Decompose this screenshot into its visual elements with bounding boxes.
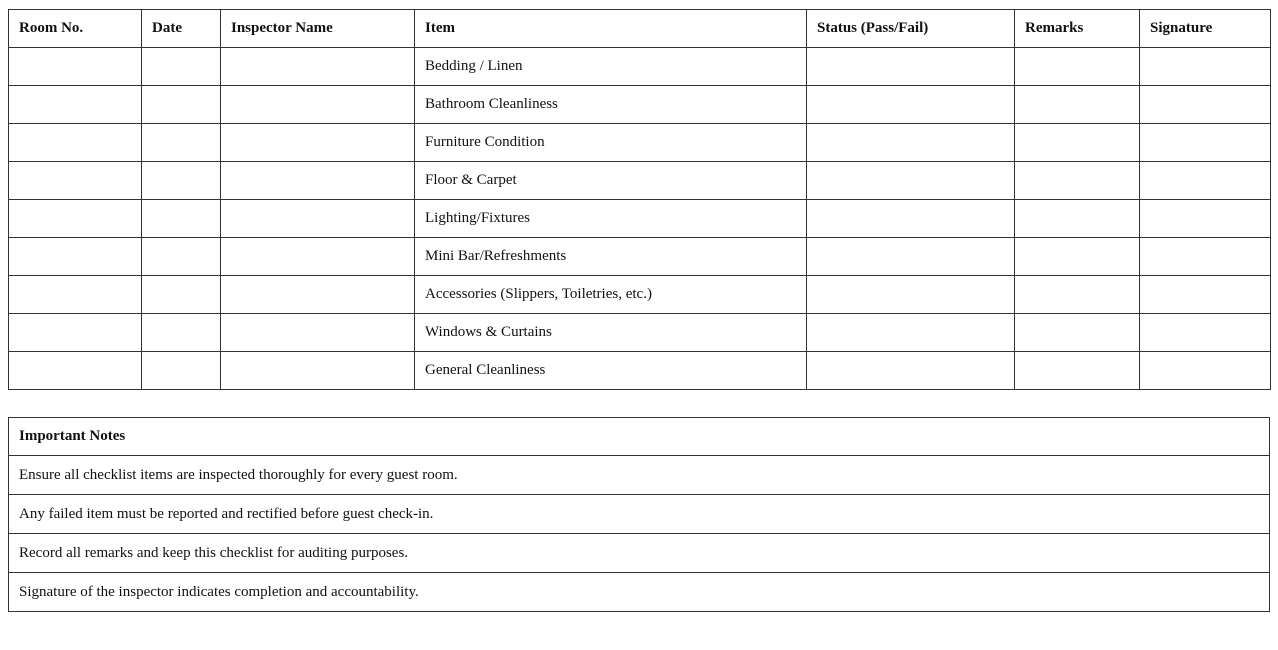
- cell-room-no[interactable]: [9, 238, 142, 276]
- cell-remarks[interactable]: [1015, 162, 1140, 200]
- cell-remarks[interactable]: [1015, 48, 1140, 86]
- cell-item: Windows & Curtains: [415, 314, 807, 352]
- cell-signature[interactable]: [1140, 162, 1271, 200]
- table-row: [9, 352, 1271, 390]
- cell-item: Floor & Carpet: [415, 162, 807, 200]
- header-room-no: Room No.: [9, 10, 142, 48]
- cell-remarks[interactable]: [1015, 238, 1140, 276]
- note-text: Ensure all checklist items are inspected thoroughly for every guest room.: [9, 456, 1270, 495]
- note-row: [9, 534, 1270, 573]
- cell-inspector-name[interactable]: [221, 200, 415, 238]
- cell-status[interactable]: [807, 200, 1015, 238]
- cell-room-no[interactable]: [9, 200, 142, 238]
- header-inspector-name: Inspector Name: [221, 10, 415, 48]
- cell-status[interactable]: [807, 86, 1015, 124]
- cell-room-no[interactable]: [9, 86, 142, 124]
- cell-date[interactable]: [142, 238, 221, 276]
- important-notes-table: [8, 417, 1270, 612]
- table-row: [9, 276, 1271, 314]
- cell-status[interactable]: [807, 352, 1015, 390]
- cell-signature[interactable]: [1140, 352, 1271, 390]
- note-text: Record all remarks and keep this checklist for auditing purposes.: [9, 534, 1270, 573]
- cell-room-no[interactable]: [9, 352, 142, 390]
- cell-remarks[interactable]: [1015, 124, 1140, 162]
- cell-room-no[interactable]: [9, 276, 142, 314]
- header-status: Status (Pass/Fail): [807, 10, 1015, 48]
- cell-signature[interactable]: [1140, 124, 1271, 162]
- cell-inspector-name[interactable]: [221, 124, 415, 162]
- table-row: [9, 162, 1271, 200]
- table-row: [9, 200, 1271, 238]
- header-item: Item: [415, 10, 807, 48]
- cell-inspector-name[interactable]: [221, 86, 415, 124]
- cell-date[interactable]: [142, 124, 221, 162]
- cell-item: Lighting/Fixtures: [415, 200, 807, 238]
- note-text: Signature of the inspector indicates completion and accountability.: [9, 573, 1270, 612]
- cell-date[interactable]: [142, 200, 221, 238]
- cell-status[interactable]: [807, 276, 1015, 314]
- cell-item: Mini Bar/Refreshments: [415, 238, 807, 276]
- cell-remarks[interactable]: [1015, 86, 1140, 124]
- cell-remarks[interactable]: [1015, 276, 1140, 314]
- cell-date[interactable]: [142, 162, 221, 200]
- cell-date[interactable]: [142, 48, 221, 86]
- cell-remarks[interactable]: [1015, 200, 1140, 238]
- cell-inspector-name[interactable]: [221, 238, 415, 276]
- table-row: [9, 238, 1271, 276]
- cell-signature[interactable]: [1140, 48, 1271, 86]
- cell-date[interactable]: [142, 314, 221, 352]
- cell-status[interactable]: [807, 48, 1015, 86]
- cell-remarks[interactable]: [1015, 314, 1140, 352]
- cell-signature[interactable]: [1140, 276, 1271, 314]
- notes-title: Important Notes: [9, 418, 1270, 456]
- note-text: Any failed item must be reported and rectified before guest check-in.: [9, 495, 1270, 534]
- table-row: [9, 48, 1271, 86]
- cell-remarks[interactable]: [1015, 352, 1140, 390]
- cell-inspector-name[interactable]: [221, 314, 415, 352]
- cell-status[interactable]: [807, 124, 1015, 162]
- header-date: Date: [142, 10, 221, 48]
- table-row: [9, 86, 1271, 124]
- note-row: [9, 456, 1270, 495]
- cell-item: Furniture Condition: [415, 124, 807, 162]
- notes-title-row: [9, 418, 1270, 456]
- cell-room-no[interactable]: [9, 124, 142, 162]
- cell-inspector-name[interactable]: [221, 48, 415, 86]
- table-row: [9, 314, 1271, 352]
- cell-date[interactable]: [142, 352, 221, 390]
- table-header-row: [9, 10, 1271, 48]
- table-row: [9, 124, 1271, 162]
- cell-room-no[interactable]: [9, 162, 142, 200]
- cell-item: General Cleanliness: [415, 352, 807, 390]
- cell-status[interactable]: [807, 238, 1015, 276]
- cell-room-no[interactable]: [9, 48, 142, 86]
- cell-status[interactable]: [807, 162, 1015, 200]
- cell-item: Accessories (Slippers, Toiletries, etc.): [415, 276, 807, 314]
- cell-room-no[interactable]: [9, 314, 142, 352]
- cell-inspector-name[interactable]: [221, 162, 415, 200]
- inspection-checklist-table: [8, 9, 1271, 390]
- cell-item: Bathroom Cleanliness: [415, 86, 807, 124]
- cell-signature[interactable]: [1140, 200, 1271, 238]
- header-signature: Signature: [1140, 10, 1271, 48]
- cell-signature[interactable]: [1140, 238, 1271, 276]
- cell-status[interactable]: [807, 314, 1015, 352]
- header-remarks: Remarks: [1015, 10, 1140, 48]
- cell-signature[interactable]: [1140, 314, 1271, 352]
- note-row: [9, 573, 1270, 612]
- cell-date[interactable]: [142, 276, 221, 314]
- note-row: [9, 495, 1270, 534]
- cell-date[interactable]: [142, 86, 221, 124]
- cell-signature[interactable]: [1140, 86, 1271, 124]
- cell-item: Bedding / Linen: [415, 48, 807, 86]
- cell-inspector-name[interactable]: [221, 352, 415, 390]
- cell-inspector-name[interactable]: [221, 276, 415, 314]
